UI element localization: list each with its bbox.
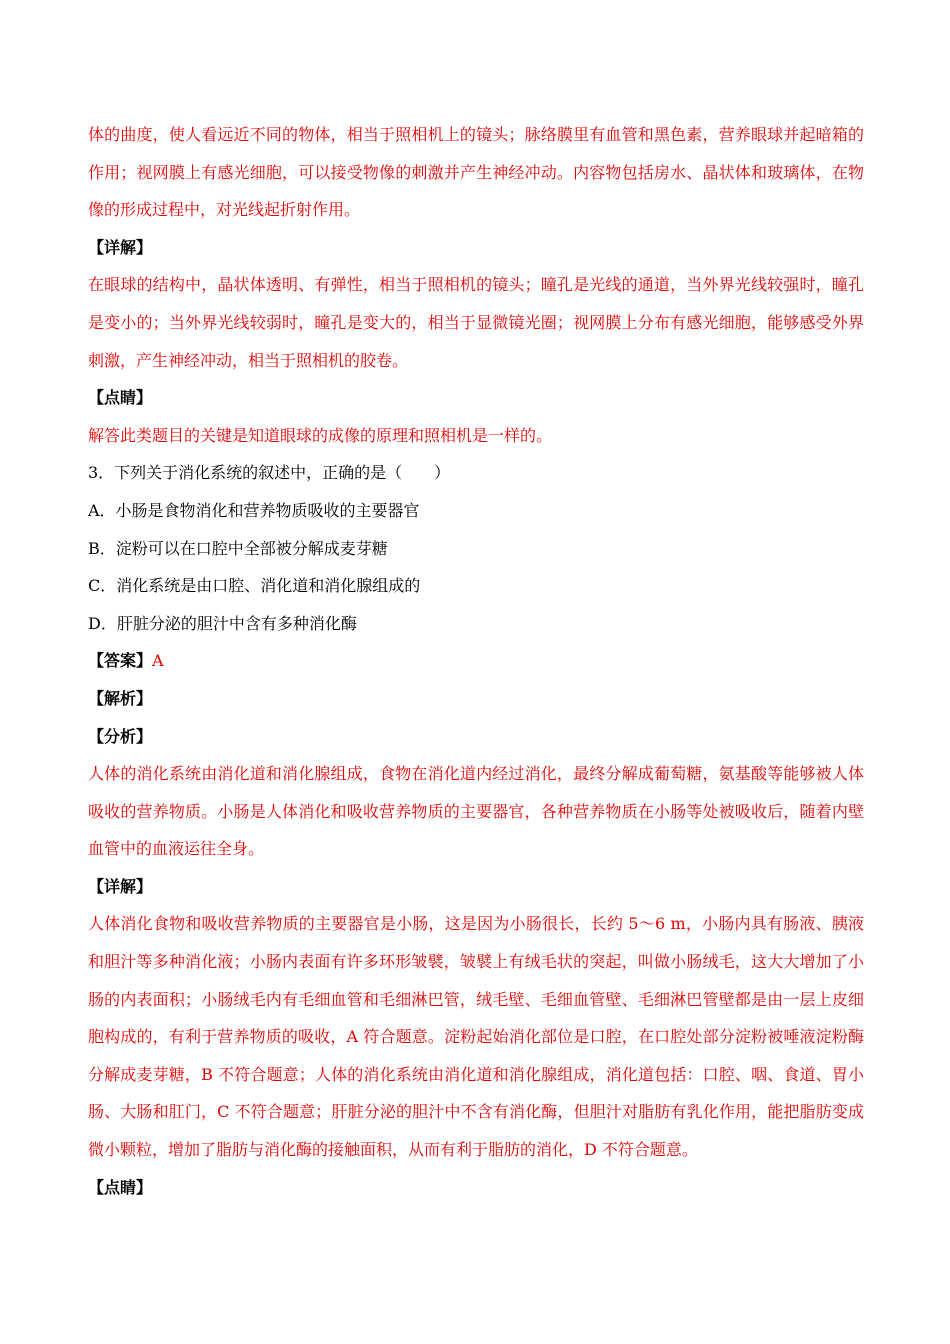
- question-stem: 3．下列关于消化系统的叙述中，正确的是（ ）: [88, 463, 451, 483]
- detail-heading-2: 【详解】: [88, 876, 153, 896]
- option-c: C．消化系统是由口腔、消化道和消化腺组成的: [88, 576, 421, 596]
- answer-line: [88, 642, 864, 680]
- analysis-heading: 【分析】: [88, 726, 153, 746]
- detail-paragraph-2: 人体消化食物和吸收营养物质的主要器官是小肠，这是因为小肠很长，长约 5～6 m，小肠内具有肠液、胰液和胆汁等多种消化液；小肠内表面有许多环形皱襞，皱襞上有绒毛状的突起，叫做小肠绒毛，这大大增加了小肠的内表面积；小肠绒毛内有毛细血管和毛细淋巴管，绒毛壁、毛细血管壁、毛细淋巴管壁都是由一层上皮细胞构成的，有利于营养物质的吸收，A 符合题意。淀粉起始消化部位是口腔，在口腔处部分淀粉被唾液淀粉酶分解成麦芽糖，B 不符合题意；人体的消化系统由消化道和消化腺组成，消化道包括：口腔、咽、食道、胃小肠、大肠和肛门，C 不符合题意；肝脏分泌的胆汁中不含有消化酶，但胆汁对脂肪有乳化作用，能把脂肪变成微小颗粒，增加了脂肪与消化酶的接触面积，从而有利于脂肪的消化，D 不符合题意。: [88, 914, 864, 1160]
- tip-paragraph: 解答此类题目的关键是知道眼球的成像的原理和照相机是一样的。: [88, 425, 553, 445]
- answer-label: 【答案】: [88, 651, 153, 671]
- option-a: A．小肠是食物消化和营养物质吸收的主要器官: [88, 500, 420, 520]
- explain-heading: 【解析】: [88, 688, 153, 708]
- tip-heading: 【点睛】: [88, 388, 153, 408]
- document-page: [88, 116, 864, 1206]
- analysis-paragraph: 人体的消化系统由消化道和消化腺组成，食物在消化道内经过消化，最终分解成葡萄糖，氨基酸等能够被人体吸收的营养物质。小肠是人体消化和吸收营养物质的主要器官，各种营养物质在小肠等处被吸收后，随着内壁血管中的血液运往全身。: [88, 764, 864, 859]
- option-d: D．肝脏分泌的胆汁中含有多种消化酶: [88, 613, 357, 633]
- option-b: B．淀粉可以在口腔中全部被分解成麦芽糖: [88, 538, 388, 558]
- intro-analysis-paragraph: 体的曲度，使人看远近不同的物体，相当于照相机上的镜头；脉络膜里有血管和黑色素，营养眼球并起暗箱的作用；视网膜上有感光细胞，可以接受物像的刺激并产生神经冲动。内容物包括房水、晶状体和玻璃体，在物像的形成过程中，对光线起折射作用。: [88, 125, 864, 220]
- answer-value: A: [152, 651, 164, 671]
- detail-paragraph: 在眼球的结构中，晶状体透明、有弹性，相当于照相机的镜头；瞳孔是光线的通道，当外界光线较强时，瞳孔是变小的；当外界光线较弱时，瞳孔是变大的，相当于显微镜光圈；视网膜上分布有感光细胞，能够感受外界刺激，产生神经冲动，相当于照相机的胶卷。: [88, 275, 864, 370]
- detail-heading: 【详解】: [88, 237, 153, 257]
- tip-heading-2: 【点睛】: [88, 1177, 153, 1197]
